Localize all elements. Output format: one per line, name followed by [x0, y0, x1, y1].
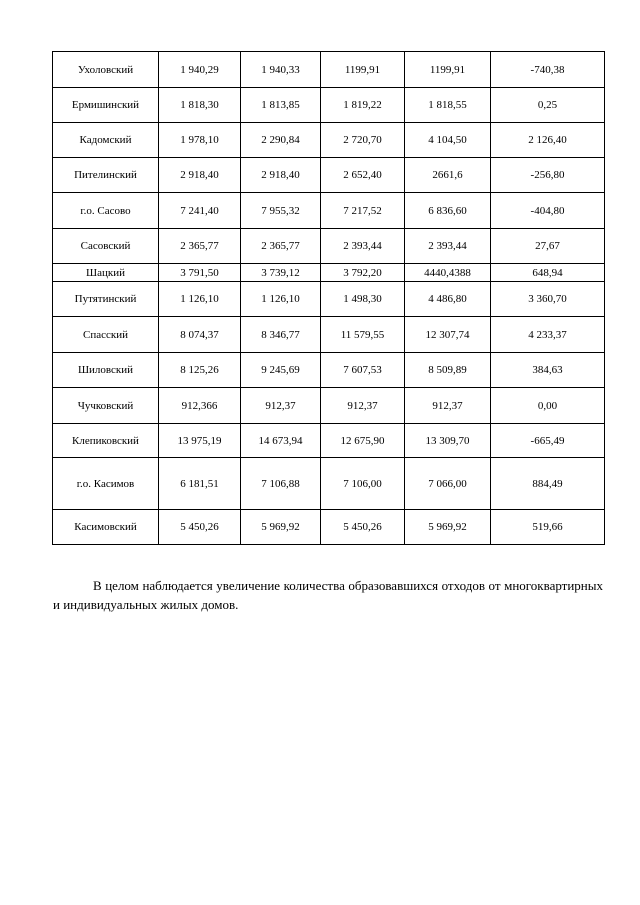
table-row: [53, 282, 605, 317]
table-cell: 12 307,74: [405, 317, 491, 353]
table-cell: 7 066,00: [405, 458, 491, 510]
table-cell: 4 233,37: [491, 317, 605, 353]
table-cell: -404,80: [491, 193, 605, 229]
table-cell: 384,63: [491, 353, 605, 388]
table-cell: 1 978,10: [159, 123, 241, 158]
table-cell: 3 739,12: [241, 264, 321, 282]
table-cell: 5 969,92: [241, 510, 321, 545]
table-cell: 2 290,84: [241, 123, 321, 158]
table-cell: 13 975,19: [159, 424, 241, 458]
table-cell: 1 940,29: [159, 52, 241, 88]
table-cell: -740,38: [491, 52, 605, 88]
table-cell: 648,94: [491, 264, 605, 282]
table-cell: 6 836,60: [405, 193, 491, 229]
table-cell: 1 940,33: [241, 52, 321, 88]
table-cell: 3 360,70: [491, 282, 605, 317]
table-cell: 8 074,37: [159, 317, 241, 353]
district-name: Пителинский: [53, 158, 159, 193]
table-cell: 2 365,77: [241, 229, 321, 264]
table-row: [53, 510, 605, 545]
table-row: [53, 353, 605, 388]
table-cell: 8 125,26: [159, 353, 241, 388]
table-row: [53, 52, 605, 88]
table-cell: 27,67: [491, 229, 605, 264]
district-name: Клепиковский: [53, 424, 159, 458]
table-cell: 8 509,89: [405, 353, 491, 388]
table-row: [53, 193, 605, 229]
table-cell: 7 955,32: [241, 193, 321, 229]
table-cell: 2 918,40: [241, 158, 321, 193]
table-cell: 2 918,40: [159, 158, 241, 193]
district-name: Ухоловский: [53, 52, 159, 88]
table-cell: 4 104,50: [405, 123, 491, 158]
table-cell: 1 818,30: [159, 88, 241, 123]
table-cell: 3 791,50: [159, 264, 241, 282]
table-cell: 2 652,40: [321, 158, 405, 193]
table-cell: 519,66: [491, 510, 605, 545]
table-cell: -665,49: [491, 424, 605, 458]
table-cell: 6 181,51: [159, 458, 241, 510]
table-cell: 884,49: [491, 458, 605, 510]
district-name: Касимовский: [53, 510, 159, 545]
table-cell: 912,37: [241, 388, 321, 424]
table-cell: 7 241,40: [159, 193, 241, 229]
table-row: [53, 123, 605, 158]
table-cell: 9 245,69: [241, 353, 321, 388]
table-cell: 5 969,92: [405, 510, 491, 545]
table-cell: 12 675,90: [321, 424, 405, 458]
table-cell: 2 126,40: [491, 123, 605, 158]
table-cell: 1199,91: [321, 52, 405, 88]
table-row: [53, 264, 605, 282]
district-name: Ермишинский: [53, 88, 159, 123]
table-cell: -256,80: [491, 158, 605, 193]
table-cell: 0,00: [491, 388, 605, 424]
district-name: г.о. Касимов: [53, 458, 159, 510]
table-row: [53, 229, 605, 264]
table-cell: 5 450,26: [159, 510, 241, 545]
table-cell: 2 365,77: [159, 229, 241, 264]
table-row: [53, 458, 605, 510]
table-cell: 1 819,22: [321, 88, 405, 123]
table-cell: 7 217,52: [321, 193, 405, 229]
table-row: [53, 388, 605, 424]
table-row: [53, 158, 605, 193]
table-cell: 7 106,88: [241, 458, 321, 510]
table-cell: 7 607,53: [321, 353, 405, 388]
body-paragraph: В целом наблюдается увеличение количества образовавшихся отходов от многоквартирных и индивидуальных жилых домов.: [53, 578, 603, 612]
table-cell: 8 346,77: [241, 317, 321, 353]
table-cell: 2 393,44: [321, 229, 405, 264]
district-name: Шацкий: [53, 264, 159, 282]
table-cell: 1 813,85: [241, 88, 321, 123]
table-cell: 5 450,26: [321, 510, 405, 545]
waste-table: [52, 51, 605, 545]
table-cell: 4 486,80: [405, 282, 491, 317]
table-cell: 912,37: [321, 388, 405, 424]
district-name: Чучковский: [53, 388, 159, 424]
table-cell: 1 126,10: [159, 282, 241, 317]
table-cell: 1 126,10: [241, 282, 321, 317]
table-cell: 2 720,70: [321, 123, 405, 158]
table-cell: 2661,6: [405, 158, 491, 193]
table-cell: 3 792,20: [321, 264, 405, 282]
table-cell: 912,37: [405, 388, 491, 424]
table-cell: 1199,91: [405, 52, 491, 88]
table-cell: 1 818,55: [405, 88, 491, 123]
district-name: Сасовский: [53, 229, 159, 264]
district-name: Кадомский: [53, 123, 159, 158]
table-row: [53, 88, 605, 123]
district-name: Шиловский: [53, 353, 159, 388]
table-cell: 2 393,44: [405, 229, 491, 264]
table-cell: 14 673,94: [241, 424, 321, 458]
table-cell: 7 106,00: [321, 458, 405, 510]
table-cell: 11 579,55: [321, 317, 405, 353]
district-name: г.о. Сасово: [53, 193, 159, 229]
table-cell: 1 498,30: [321, 282, 405, 317]
district-name: Путятинский: [53, 282, 159, 317]
table-cell: 912,366: [159, 388, 241, 424]
district-name: Спасский: [53, 317, 159, 353]
table-row: [53, 424, 605, 458]
table-cell: 0,25: [491, 88, 605, 123]
table-cell: 13 309,70: [405, 424, 491, 458]
table-cell: 4440,4388: [405, 264, 491, 282]
table-row: [53, 317, 605, 353]
